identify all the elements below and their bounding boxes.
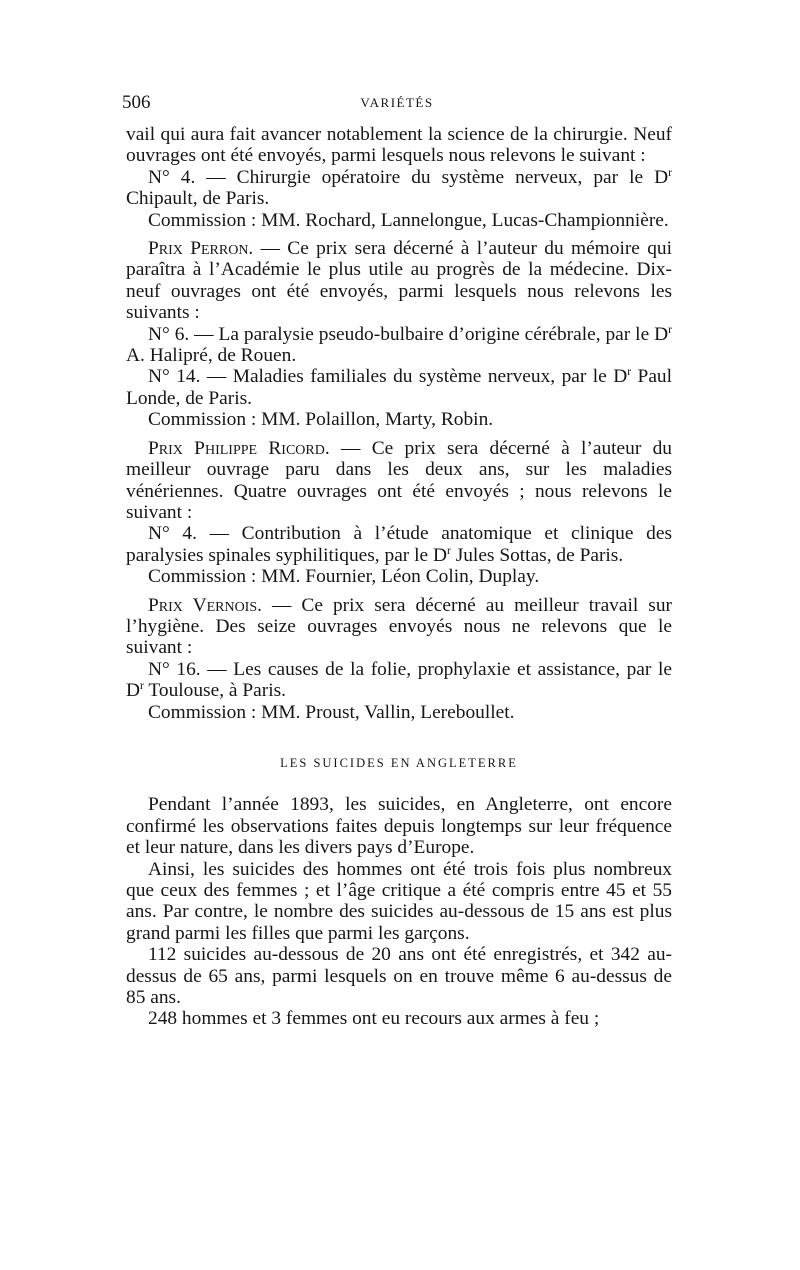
- item-text: N° 14. — Maladies familiales du système nerveux, par le D: [148, 366, 628, 388]
- superscript: r: [668, 165, 672, 179]
- paragraph: [126, 523, 672, 566]
- prize-text: — Ce prix sera décerné au meilleur travail sur l’hygiène. Des seize ouvrages envoyés nous ne relevons que le suivant :: [126, 594, 672, 659]
- prize-text: — Ce prix sera décerné à l’auteur du meilleur ouvrage paru dans les deux ans, sur les maladies vénériennes. Quatre ouvrages ont été envoyés ; nous relevons le suivant :: [126, 437, 672, 523]
- item-text: N° 4. — Contribution à l’étude anatomique et clinique des paralysies spinales syphilitiques, par le D: [126, 523, 672, 566]
- paragraph: 248 hommes et 3 femmes ont eu recours aux armes à feu ;: [148, 1008, 600, 1030]
- paragraph: Ainsi, les suicides des hommes ont été trois fois plus nombreux que ceux des femmes ; et l’âge critique a été compris entre 45 et 55 ans. Par contre, le nombre des suicides au-dessous de 15 ans est plus grand parmi les filles que parmi les garçons.: [126, 858, 672, 944]
- prize-paragraph: [126, 438, 672, 524]
- section-title: LES SUICIDES EN ANGLETERRE: [280, 755, 518, 770]
- commission-line: Commission : MM. Proust, Vallin, Lereboullet.: [148, 701, 515, 723]
- prize-title: Prix Vernois.: [148, 594, 262, 616]
- item-text: Jules Sottas, de Paris.: [450, 544, 624, 566]
- prize-title: Prix Perron.: [148, 238, 254, 260]
- prize-title: Prix Philippe Ricord.: [148, 437, 330, 459]
- paragraph: vail qui aura fait avancer notablement la science de la chirurgie. Neuf ouvrages ont été envoyés, parmi lesquels nous relevons le suivant :: [126, 124, 672, 167]
- paragraph: [126, 366, 672, 409]
- prize-text: — Ce prix sera décerné à l’auteur du mémoire qui paraîtra à l’Académie le plus utile au progrès de la médecine. Dix-neuf ouvrages ont été envoyés, parmi lesquels nous relevons les suivants :: [126, 238, 672, 324]
- item-text: Chipault, de Paris.: [126, 188, 270, 210]
- page-number: 506: [122, 92, 151, 113]
- page-header: [122, 92, 672, 118]
- paragraph: Pendant l’année 1893, les suicides, en Angleterre, ont encore confirmé les observations faites depuis longtemps sur leur fréquence et leur nature, dans les divers pays d’Europe.: [126, 794, 672, 859]
- item-text: N° 6. — La paralysie pseudo-bulbaire d’origine cérébrale, par le D: [148, 323, 669, 345]
- superscript: r: [140, 679, 144, 693]
- paragraph: [126, 324, 672, 367]
- paragraph: [126, 167, 672, 210]
- paragraph: 112 suicides au-dessous de 20 ans ont été enregistrés, et 342 au-dessus de 65 ans, parmi lesquels on en trouve même 6 au-dessus de 85 ans.: [126, 944, 672, 1009]
- running-head: VARIÉTÉS: [360, 95, 434, 110]
- item-text: N° 4. — Chirurgie opératoire du système nerveux, par le D: [148, 166, 669, 188]
- item-text: N° 16. — Les causes de la folie, prophylaxie et assistance, par le D: [126, 658, 672, 702]
- item-text: Paul Londe, de Paris.: [126, 366, 673, 409]
- paragraph: [126, 659, 672, 702]
- superscript: r: [627, 365, 632, 379]
- commission-line: Commission : MM. Polaillon, Marty, Robin.: [148, 409, 494, 431]
- commission-line: Commission : MM. Fournier, Léon Colin, Duplay.: [148, 566, 540, 588]
- item-text: Toulouse, à Paris.: [143, 680, 286, 702]
- superscript: r: [446, 543, 451, 557]
- prize-paragraph: [126, 595, 672, 659]
- superscript: r: [668, 322, 672, 336]
- item-text: A. Halipré, de Rouen.: [126, 345, 297, 367]
- prize-paragraph: [126, 238, 672, 324]
- body-text: [126, 124, 672, 1030]
- commission-line: Commission : MM. Rochard, Lannelongue, Lucas-Championnière.: [148, 209, 669, 231]
